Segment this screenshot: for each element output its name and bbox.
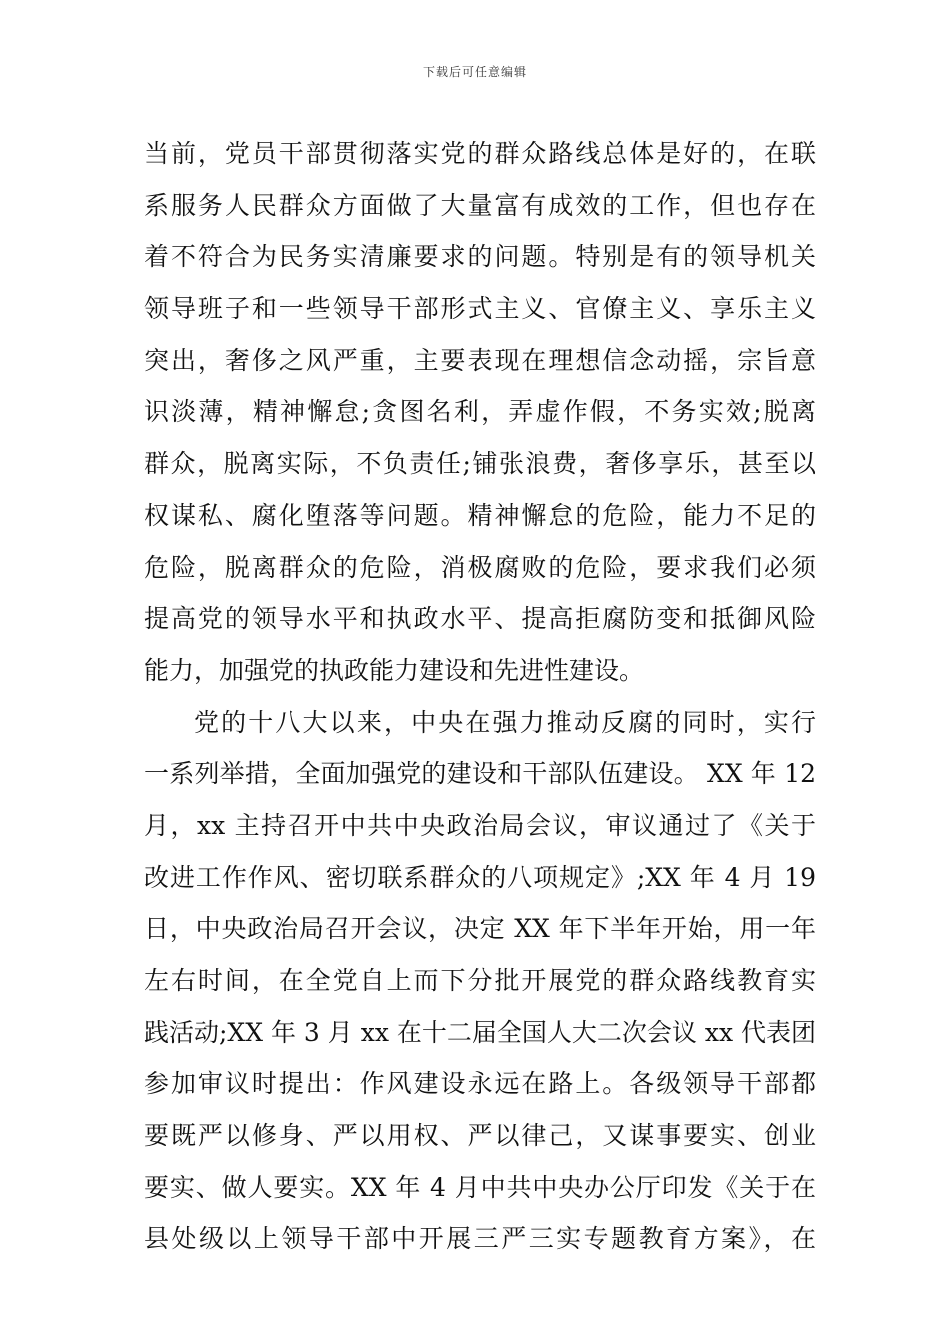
text-line: 识淡薄，精神懈怠;贪图名利，弄虚作假，不务实效;脱离 — [144, 397, 816, 427]
text-line: 左右时间，在全党自上而下分批开展党的群众路线教育实 — [144, 966, 816, 995]
text-line: 危险，脱离群众的危险，消极腐败的危险，要求我们必须 — [144, 552, 816, 582]
text-line: 要既严以修身、严以用权、严以律己，又谋事要实、创业 — [144, 1121, 816, 1151]
text-line: 要实、做人要实。XX 年 4 月中共中央办公厅印发《关于在 — [144, 1172, 816, 1202]
text-line: 突出，奢侈之风严重，主要表现在理想信念动摇，宗旨意 — [144, 345, 816, 375]
text-line: 系服务人民群众方面做了大量富有成效的工作，但也存在 — [144, 190, 816, 220]
document-body — [144, 128, 816, 1265]
text-line: 党的十八大以来，中央在强力推动反腐的同时，实行 — [194, 707, 816, 737]
page-header: 下载后可任意编辑 — [422, 65, 527, 79]
text-line: 当前，党员干部贯彻落实党的群众路线总体是好的，在联 — [144, 139, 816, 168]
text-line: 提高党的领导水平和执政水平、提高拒腐防变和抵御风险 — [144, 604, 816, 634]
paragraph-2 — [144, 697, 816, 1266]
text-line: 领导班子和一些领导干部形式主义、官僚主义、享乐主义 — [144, 294, 816, 324]
text-line: 参加审议时提出：作风建设永远在路上。各级领导干部都 — [144, 1069, 816, 1099]
text-line: 能力，加强党的执政能力建设和先进性建设。 — [144, 655, 645, 685]
text-line: 群众，脱离实际，不负责任;铺张浪费，奢侈享乐，甚至以 — [144, 449, 816, 479]
paragraph-1 — [144, 128, 816, 697]
text-line: 权谋私、腐化堕落等问题。精神懈怠的危险，能力不足的 — [144, 500, 816, 530]
text-line: 践活动;XX 年 3 月 xx 在十二届全国人大二次会议 xx 代表团 — [144, 1017, 816, 1047]
text-line: 月，xx 主持召开中共中央政治局会议，审议通过了《关于 — [144, 810, 816, 840]
text-line: 一系列举措，全面加强党的建设和干部队伍建设。 XX 年 12 — [144, 759, 816, 789]
text-line: 县处级以上领导干部中开展三严三实专题教育方案》，在 — [144, 1224, 816, 1254]
text-line: 着不符合为民务实清廉要求的问题。特别是有的领导机关 — [144, 242, 816, 272]
text-line: 日，中央政治局召开会议，决定 XX 年下半年开始，用一年 — [144, 914, 816, 944]
text-line: 改进工作作风、密切联系群众的八项规定》;XX 年 4 月 19 — [144, 862, 816, 892]
